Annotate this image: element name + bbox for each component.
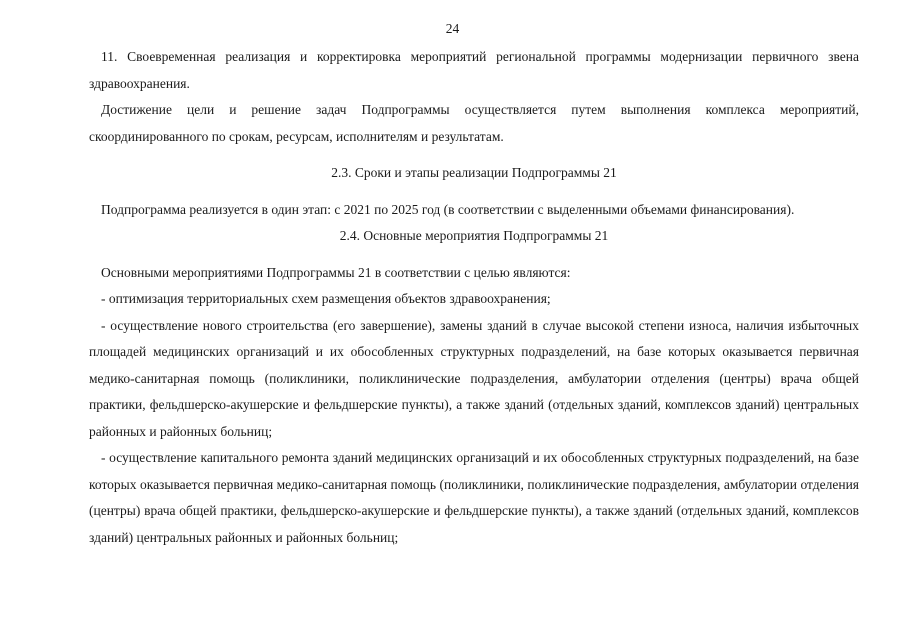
paragraph-main-activities-intro: Основными мероприятиями Подпрограммы 21 в соответствии с целью являются: bbox=[101, 264, 571, 280]
page-number: 24 bbox=[445, 21, 460, 36]
section-heading-2-4: 2.4. Основные мероприятия Подпрограммы 21 bbox=[339, 228, 609, 243]
spacer bbox=[89, 150, 859, 160]
document-body bbox=[89, 44, 859, 551]
paragraph-optimization: - оптимизация территориальных схем размещения объектов здравоохранения; bbox=[101, 291, 551, 306]
spacer bbox=[89, 250, 859, 260]
paragraph-stages: Подпрограмма реализуется в один этап: с 2021 по 2025 год (в соответствии с выделенными объемами финансирования). bbox=[101, 201, 795, 217]
spacer bbox=[89, 187, 859, 197]
paragraph-goal-achievement: Достижение цели и решение задач Подпрограммы осуществляется путем выполнения комплекса мероприятий, скоординированного по срокам, ресурсам, исполнителям и результатам. bbox=[89, 102, 859, 144]
paragraph-item-11: 11. Своевременная реализация и корректировка мероприятий региональной программы модернизации первичного звена здравоохранения. bbox=[89, 49, 859, 91]
paragraph-new-construction: - осуществление нового строительства (его завершение), замены зданий в случае высокой степени износа, наличия избыточных площадей медицинских организаций и их обособленных структурных подразделений, на базе которых оказывается первичная медико-санитарная помощь (поликлиники, поликлинические подразделения, амбулатории отделения (центры) врача общей практики, фельдшерско-акушерские и фельдшерские пункты), а также зданий (отдельных зданий, комплексов зданий) центральных районных и районных больниц; bbox=[89, 317, 859, 439]
paragraph-capital-repair: - осуществление капитального ремонта зданий медицинских организаций и их обособленных структурных подразделений, на базе которых оказывается первичная медико-санитарная помощь (поликлиники, поликлинические подразделения, амбулатории отделения (центры) врача общей практики, фельдшерско-акушерские и фельдшерские пункты), а также зданий (отдельных зданий, комплексов зданий) центральных районных и районных больниц; bbox=[89, 450, 859, 545]
section-heading-2-3: 2.3. Сроки и этапы реализации Подпрограммы 21 bbox=[331, 165, 617, 180]
